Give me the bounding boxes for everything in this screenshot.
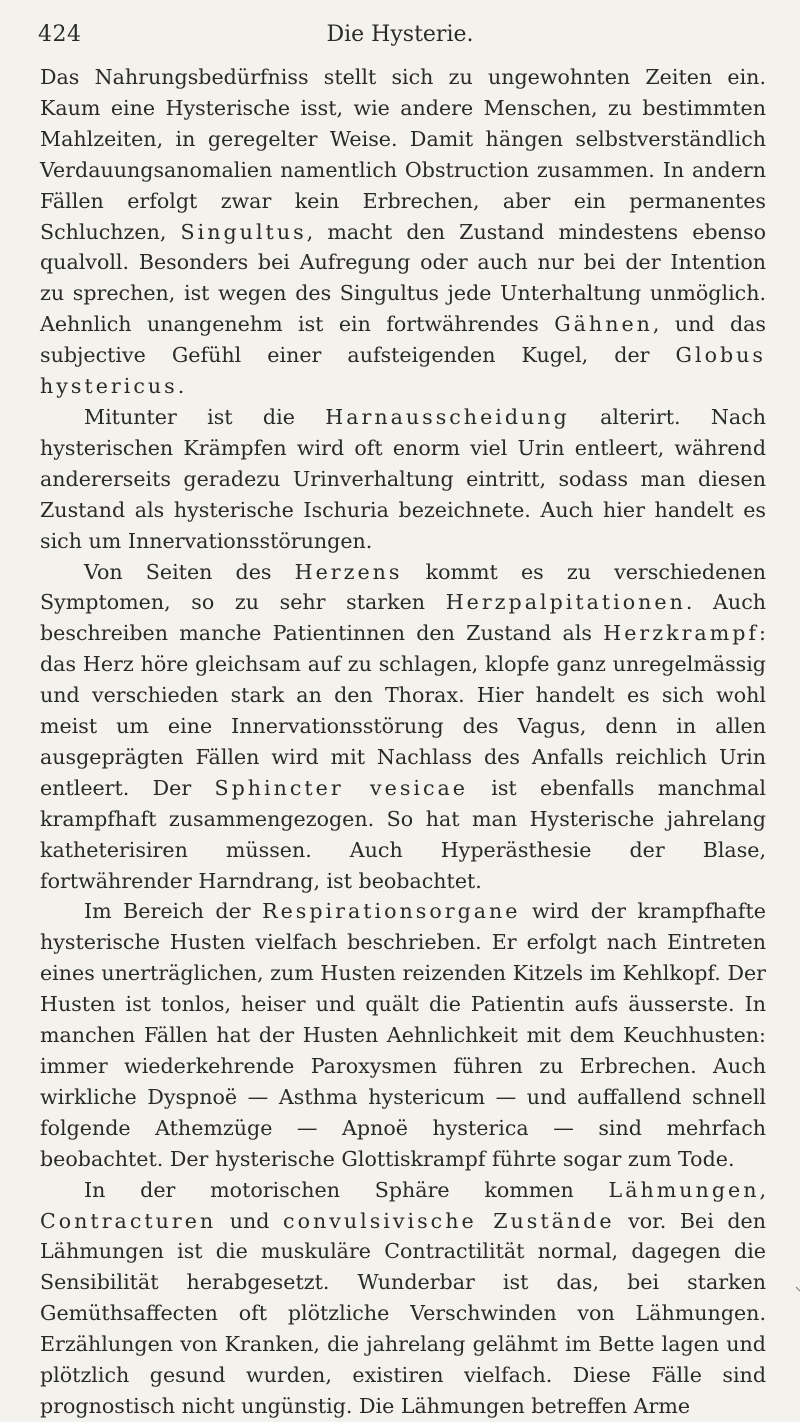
text-run: Mitunter ist die [84, 404, 326, 429]
spaced-term: Gähnen [554, 312, 653, 337]
spaced-term: Singultus [180, 219, 307, 244]
text-run: ist ebenfalls manchmal krampfhaft zusammengezogen. So hat man Hysterische jahrelang katheterisiren müssen. Auch Hyperästhesie der Blase, fortwährender Harndrang, ist beobachtet. [40, 775, 766, 893]
margin-mark-icon [795, 1286, 800, 1296]
text-run: , und das subjective Gefühl einer aufsteigenden Kugel, der [40, 312, 766, 368]
spaced-term: Respirationsorgane [262, 899, 521, 924]
text-run: und [216, 1208, 284, 1233]
spaced-term: Sphincter vesicae [214, 775, 468, 800]
text-run: , [759, 1177, 766, 1202]
paragraph [40, 1175, 766, 1422]
text-run: In der motorischen Sphäre kommen [84, 1177, 609, 1202]
text-run: vor. Bei den Lähmungen ist die muskuläre Contractilität normal, dagegen die Sensibilität herabgesetzt. Wunderbar ist das, bei starken Gemüthsaffecten oft plötzliche Verschwinden von Lähmungen. Erzählungen von Kranken, die jahrelang gelähmt im Bette lagen und plötzlich gesund wurden, existiren vielfach. Diese Fälle sind prognostisch nicht ungünstig. Die Lähmungen betreffen Arme [40, 1208, 766, 1418]
paragraph [40, 896, 766, 1174]
body-text [40, 62, 766, 1422]
spaced-term: Contracturen [40, 1208, 217, 1233]
spaced-term: Harnausscheidung [325, 404, 570, 429]
paragraph [40, 402, 766, 557]
spaced-term: convulsivische Zustände [283, 1208, 615, 1233]
text-run: alterirt. Nach hysterischen Krämpfen wird oft enorm viel Urin entleert, während andererseits geradezu Urinverhaltung eintritt, sodass man diesen Zustand als hysterische Ischuria bezeichnete. Auch hier handelt es sich um Innervationsstörungen. [40, 404, 766, 553]
text-run: , macht den Zustand mindestens ebenso qualvoll. Besonders bei Aufregung oder auch nur bei der Intention zu sprechen, ist wegen des Singultus jede Unterhaltung unmöglich. Aehnlich unangenehm ist ein fortwährendes [40, 219, 766, 337]
spaced-term: Globus hystericus [40, 343, 766, 399]
paragraph [40, 557, 766, 897]
running-title: Die Hysterie. [326, 22, 474, 47]
text-run: Von Seiten des [84, 559, 295, 584]
spaced-term: Herzens [294, 559, 403, 584]
text-run: : das Herz höre gleichsam auf zu schlagen, klopfe ganz unregelmässig und verschieden stark an den Thorax. Hier handelt es sich wohl meist um eine Innervationsstörung des Vagus, denn in allen ausgeprägten Fällen wird mit Nachlass des Anfalls reichlich Urin entleert. Der [40, 621, 766, 800]
page-header [36, 18, 764, 58]
text-run: . Auch beschreiben manche Patientinnen den Zustand als [40, 590, 766, 646]
spaced-term: Herzkrampf [603, 621, 760, 646]
text-run: . [177, 374, 185, 399]
spaced-term: Lähmungen [608, 1177, 760, 1202]
paragraph [40, 62, 766, 402]
text-run: Im Bereich der [84, 899, 263, 924]
spaced-term: Herzpalpitationen [445, 590, 686, 615]
text-run: kommt es zu verschiedenen Symptomen, so zu sehr starken [40, 559, 767, 615]
text-run: wird der krampfhafte hysterische Husten vielfach beschrieben. Er erfolgt nach Eintreten eines unerträglichen, zum Husten reizenden Kitzels im Kehlkopf. Der Husten ist tonlos, heiser und quält die Patientin aufs äusserste. In manchen Fällen hat der Husten Aehnlichkeit mit dem Keuchhusten: immer wiederkehrende Paroxysmen führen zu Erbrechen. Auch wirkliche Dyspnoë — Asthma hystericum — und auffallend schnell folgende Athemzüge — Apnoë hysterica — sind mehrfach beobachtet. Der hysterische Glottiskrampf führte sogar zum Tode. [40, 899, 766, 1171]
page-number: 424 [38, 22, 82, 47]
text-run: Das Nahrungsbedürfniss stellt sich zu ungewohnten Zeiten ein. Kaum eine Hysterische isst, wie andere Menschen, zu bestimmten Mahlzeiten, in geregelter Weise. Damit hängen selbstverständlich Verdauungsanomalien namentlich Obstruction zusammen. In andern Fällen erfolgt zwar kein Erbrechen, aber ein permanentes Schluchzen, [40, 65, 766, 244]
